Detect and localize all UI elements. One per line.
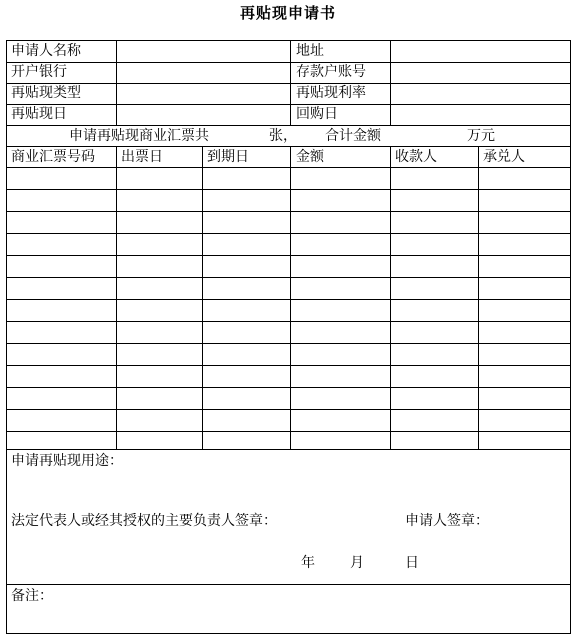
col-divider xyxy=(290,41,291,125)
summary-amount-unit: 万元 xyxy=(467,128,495,144)
account-number-label: 存款户账号 xyxy=(296,64,366,80)
row-divider xyxy=(7,211,570,212)
legal-rep-signature-label: 法定代表人或经其授权的主要负责人签章： xyxy=(11,513,277,529)
summary-total-label: 合计金额 xyxy=(325,128,381,144)
header-acceptor: 承兑人 xyxy=(483,149,525,165)
row-divider xyxy=(7,449,570,450)
row-divider xyxy=(7,584,570,585)
row-divider xyxy=(7,255,570,256)
purpose-label: 申请再贴现用途： xyxy=(11,453,123,469)
rediscount-type-label: 再贴现类型 xyxy=(11,85,81,101)
row-divider xyxy=(7,189,570,190)
row-divider xyxy=(7,83,570,84)
row-divider xyxy=(7,167,570,168)
row-divider xyxy=(7,431,570,432)
date-month: 月 xyxy=(350,555,364,571)
date-year: 年 xyxy=(301,555,315,571)
applicant-signature-label: 申请人签章： xyxy=(405,513,489,529)
rediscount-date-label: 再贴现日 xyxy=(11,106,67,122)
col-divider xyxy=(478,146,479,449)
row-divider xyxy=(7,321,570,322)
remarks-label: 备注： xyxy=(11,588,53,604)
address-label: 地址 xyxy=(296,43,324,59)
summary-prefix: 申请再贴现商业汇票共 xyxy=(69,128,209,144)
header-amount: 金额 xyxy=(296,149,324,165)
col-divider xyxy=(116,146,117,449)
row-divider xyxy=(7,62,570,63)
applicant-name-label: 申请人名称 xyxy=(11,43,81,59)
col-divider xyxy=(390,146,391,449)
header-bill-number: 商业汇票号码 xyxy=(11,149,95,165)
row-divider xyxy=(7,387,570,388)
row-divider xyxy=(7,365,570,366)
rediscount-rate-label: 再贴现利率 xyxy=(296,85,366,101)
header-issue-date: 出票日 xyxy=(121,149,163,165)
row-divider xyxy=(7,299,570,300)
application-form xyxy=(6,40,571,634)
date-day: 日 xyxy=(405,555,419,571)
row-divider xyxy=(7,125,570,126)
col-divider xyxy=(202,146,203,449)
repurchase-date-label: 回购日 xyxy=(296,106,338,122)
row-divider xyxy=(7,104,570,105)
header-due-date: 到期日 xyxy=(207,149,249,165)
col-divider xyxy=(116,41,117,125)
row-divider xyxy=(7,277,570,278)
bank-label: 开户银行 xyxy=(11,64,67,80)
col-divider xyxy=(290,146,291,449)
col-divider xyxy=(390,41,391,125)
document-title: 再贴现申请书 xyxy=(239,4,336,22)
row-divider xyxy=(7,146,570,147)
row-divider xyxy=(7,343,570,344)
summary-count-unit: 张， xyxy=(269,128,297,144)
row-divider xyxy=(7,233,570,234)
header-payee: 收款人 xyxy=(395,149,437,165)
row-divider xyxy=(7,409,570,410)
